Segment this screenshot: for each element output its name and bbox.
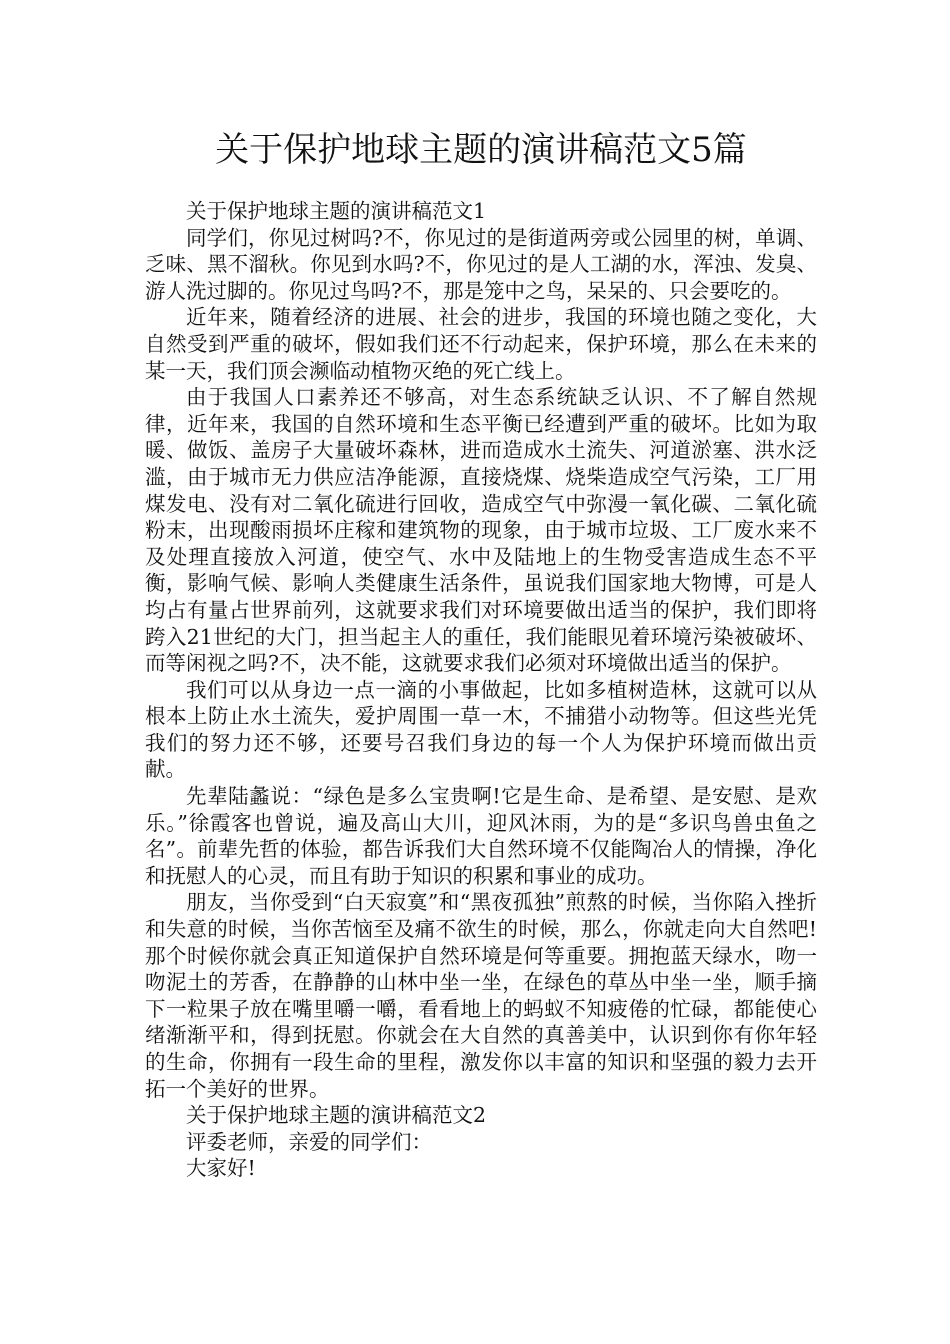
paragraph: 我们可以从身边一点一滴的小事做起，比如多植树造林，这就可以从根本上防止水土流失，爱护周围一草一木，不捕猎小动物等。但这些光凭我们的努力还不够，还要号召我们身边的每一个人为保护环境而做出贡献。: [145, 677, 817, 782]
document-page: [145, 0, 817, 1182]
paragraph: 同学们，你见过树吗?不，你见过的是街道两旁或公园里的树，单调、乏味、黑不溜秋。你见到水吗?不，你见过的是人工湖的水，浑浊、发臭、游人洗过脚的。你见过鸟吗?不，那是笼中之鸟，呆呆的、只会要吃的。: [145, 225, 817, 303]
paragraph: 由于我国人口素养还不够高，对生态系统缺乏认识、不了解自然规律，近年来，我国的自然环境和生态平衡已经遭到严重的破坏。比如为取暖、做饭、盖房子大量破坏森林，进而造成水土流失、河道淤塞、洪水泛滥，由于城市无力供应洁净能源，直接烧煤、烧柴造成空气污染，工厂用煤发电、没有对二氧化硫进行回收，造成空气中弥漫一氧化碳、二氧化硫粉末，出现酸雨损坏庄稼和建筑物的现象，由于城市垃圾、工厂废水来不及处理直接放入河道，使空气、水中及陆地上的生物受害造成生态不平衡，影响气候、影响人类健康生活条件，虽说我们国家地大物博，可是人均占有量占世界前列，这就要求我们对环境要做出适当的保护，我们即将跨入21世纪的大门，担当起主人的重任，我们能眼见着环境污染被破坏、而等闲视之吗?不，决不能，这就要求我们必须对环境做出适当的保护。: [145, 385, 817, 676]
paragraph: 朋友，当你受到“白天寂寞”和“黑夜孤独”煎熬的时候，当你陷入挫折和失意的时候，当你苦恼至及痛不欲生的时候，那么，你就走向大自然吧!那个时候你就会真正知道保护自然环境是何等重要。拥抱蓝天绿水，吻一吻泥土的芳香，在静静的山林中坐一坐，在绿色的草丛中坐一坐，顺手摘下一粒果子放在嘴里嚼一嚼，看看地上的蚂蚁不知疲倦的忙碌，都能使心绪渐渐平和，得到抚慰。你就会在大自然的真善美中，认识到你有你年轻的生命，你拥有一段生命的里程，激发你以丰富的知识和坚强的毅力去开拓一个美好的世界。: [145, 890, 817, 1101]
greeting: 大家好!: [186, 1156, 256, 1181]
paragraph: 先辈陆蠡说：“绿色是多么宝贵啊!它是生命、是希望、是安慰、是欢乐。”徐霞客也曾说，遍及高山大川，迎风沐雨，为的是“多识鸟兽虫鱼之名”。前辈先哲的体验，都告诉我们大自然环境不仅能陶冶人的情操，净化和抚慰人的心灵，而且有助于知识的积累和事业的成功。: [145, 784, 817, 888]
document-title: 关于保护地球主题的演讲稿范文5篇: [215, 130, 747, 170]
document-body: [145, 198, 817, 1182]
salutation: 评委老师，亲爱的同学们：: [186, 1129, 432, 1154]
paragraph: 近年来，随着经济的进展、社会的进步，我国的环境也随之变化，大自然受到严重的破坏，假如我们还不行动起来，保护环境，那么在未来的某一天，我们顶会濒临动植物灭绝的死亡线上。: [145, 305, 817, 383]
section-heading-2: 关于保护地球主题的演讲稿范文2: [186, 1103, 487, 1128]
section-heading-1: 关于保护地球主题的演讲稿范文1: [186, 199, 487, 223]
